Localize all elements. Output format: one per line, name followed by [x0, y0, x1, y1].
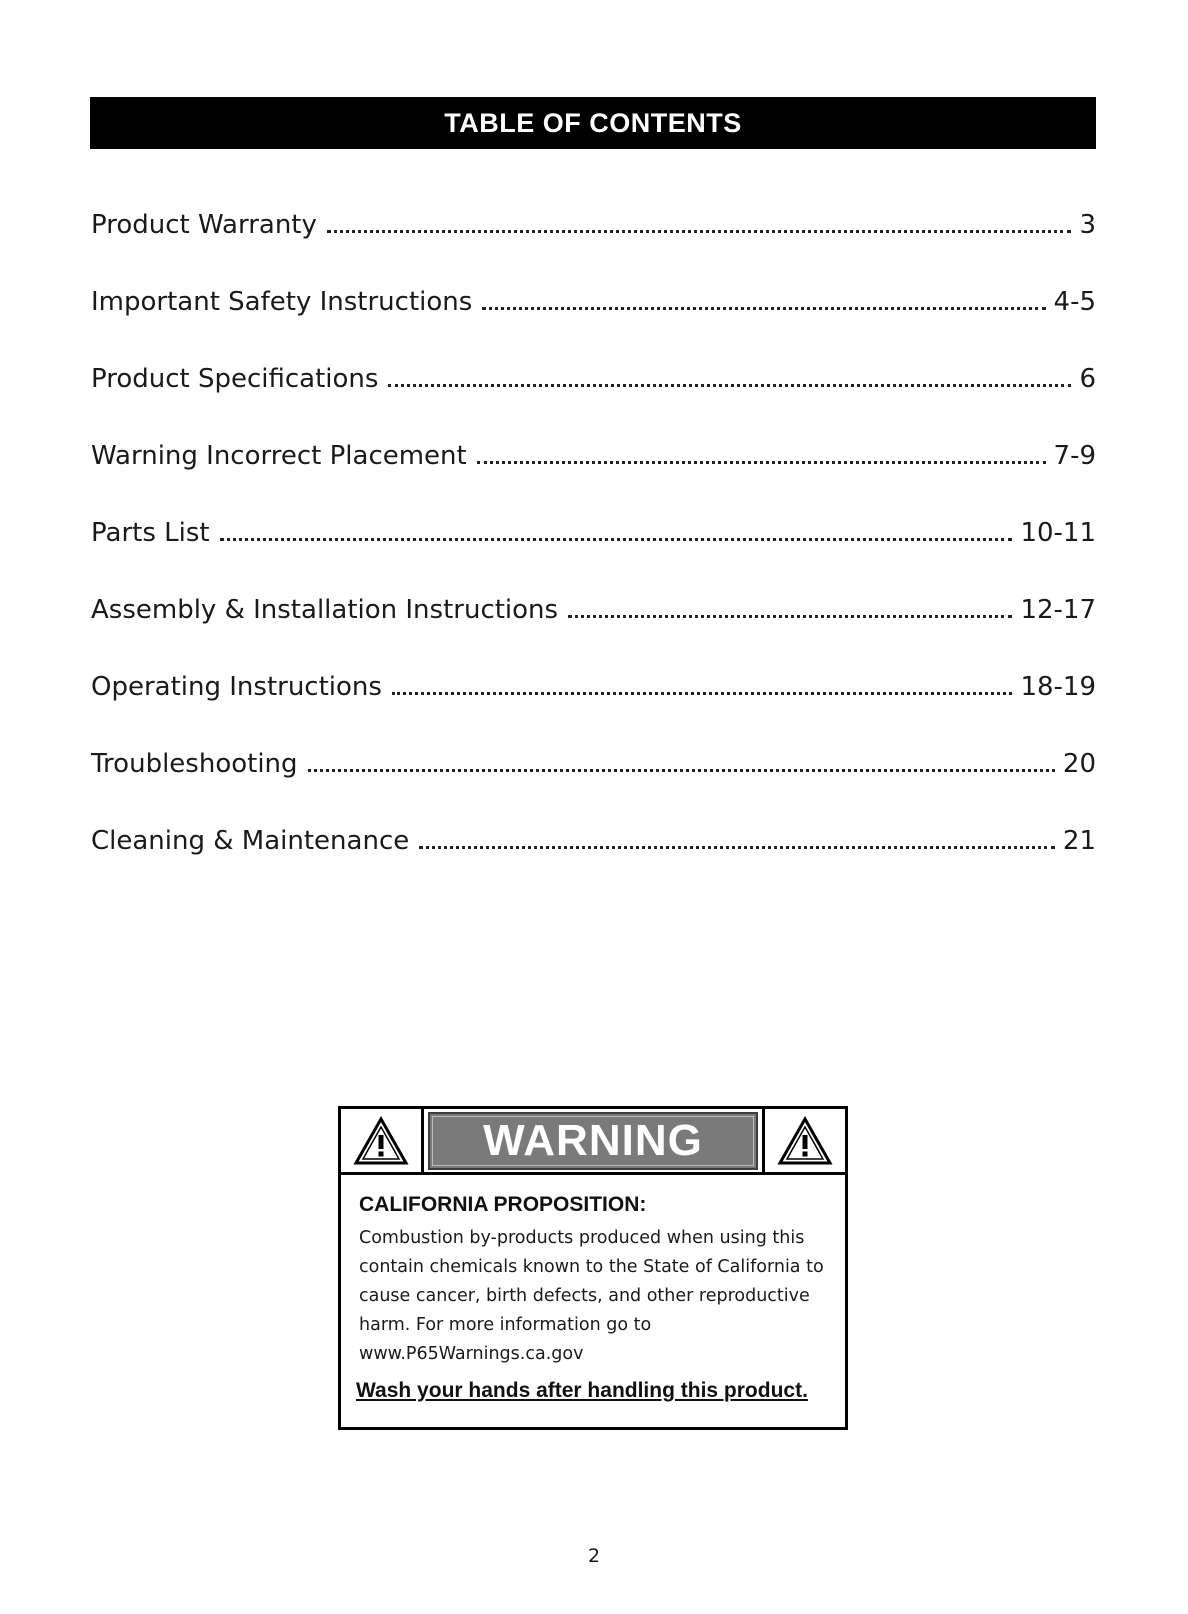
toc-entry-page: 18-19: [1020, 672, 1096, 702]
warning-url[interactable]: www.P65Warnings.ca.gov: [359, 1344, 584, 1364]
warning-heading: CALIFORNIA PROPOSITION:: [359, 1193, 647, 1216]
dot-leader: [482, 307, 1045, 310]
warning-box: [338, 1106, 848, 1430]
toc-entry-title: Operating Instructions: [91, 672, 382, 702]
toc-entry-page: 21: [1062, 826, 1096, 856]
toc-entry[interactable]: [91, 518, 1096, 595]
toc-title: TABLE OF CONTENTS: [444, 107, 742, 138]
warning-top-bar: [341, 1109, 845, 1175]
toc-entry-title: Warning Incorrect Placement: [91, 441, 467, 471]
warning-line: harm. For more information go to: [359, 1315, 652, 1335]
toc-entry[interactable]: [91, 749, 1096, 826]
toc-entry-page: 3: [1079, 210, 1096, 240]
warning-text: [359, 1224, 829, 1369]
warning-triangle-icon: [341, 1109, 424, 1172]
toc-entry[interactable]: [91, 287, 1096, 364]
toc-entry-page: 4-5: [1053, 287, 1096, 317]
warning-footer: Wash your hands after handling this product.: [356, 1379, 808, 1402]
toc-entry[interactable]: [91, 672, 1096, 749]
warning-banner-text: WARNING: [483, 1115, 703, 1165]
toc-entry-title: Important Safety Instructions: [91, 287, 473, 317]
toc-entry-title: Product Warranty: [91, 210, 317, 240]
toc-entry-title: Cleaning & Maintenance: [91, 826, 410, 856]
toc-entry[interactable]: [91, 826, 1096, 903]
dot-leader: [568, 615, 1012, 618]
dot-leader: [392, 692, 1012, 695]
dot-leader: [477, 461, 1046, 464]
toc-entry[interactable]: [91, 364, 1096, 441]
dot-leader: [308, 769, 1055, 772]
warning-line: cause cancer, birth defects, and other reproductive: [359, 1286, 810, 1306]
warning-banner-wrap: [424, 1109, 762, 1172]
dot-leader: [388, 384, 1071, 387]
toc-entry[interactable]: [91, 441, 1096, 518]
toc-list: [91, 210, 1096, 903]
warning-triangle-icon: [762, 1109, 845, 1172]
toc-entry-title: Assembly & Installation Instructions: [91, 595, 559, 625]
warning-body: [356, 1193, 829, 1403]
toc-entry-page: 20: [1062, 749, 1096, 779]
warning-banner: [428, 1112, 758, 1170]
toc-entry-page: 12-17: [1020, 595, 1096, 625]
toc-header: [90, 97, 1096, 149]
toc-entry[interactable]: [91, 210, 1096, 287]
toc-entry-page: 7-9: [1053, 441, 1096, 471]
toc-entry-title: Product Specifications: [91, 364, 379, 394]
dot-leader: [419, 846, 1055, 849]
toc-entry-title: Troubleshooting: [91, 749, 298, 779]
dot-leader: [220, 538, 1013, 541]
dot-leader: [327, 230, 1072, 233]
page-number: 2: [587, 1545, 601, 1567]
toc-entry-page: 6: [1079, 364, 1096, 394]
toc-entry-page: 10-11: [1020, 518, 1096, 548]
toc-entry-title: Parts List: [91, 518, 210, 548]
warning-line: contain chemicals known to the State of California to: [359, 1257, 824, 1277]
toc-entry[interactable]: [91, 595, 1096, 672]
warning-line: Combustion by-products produced when using this: [359, 1228, 805, 1248]
